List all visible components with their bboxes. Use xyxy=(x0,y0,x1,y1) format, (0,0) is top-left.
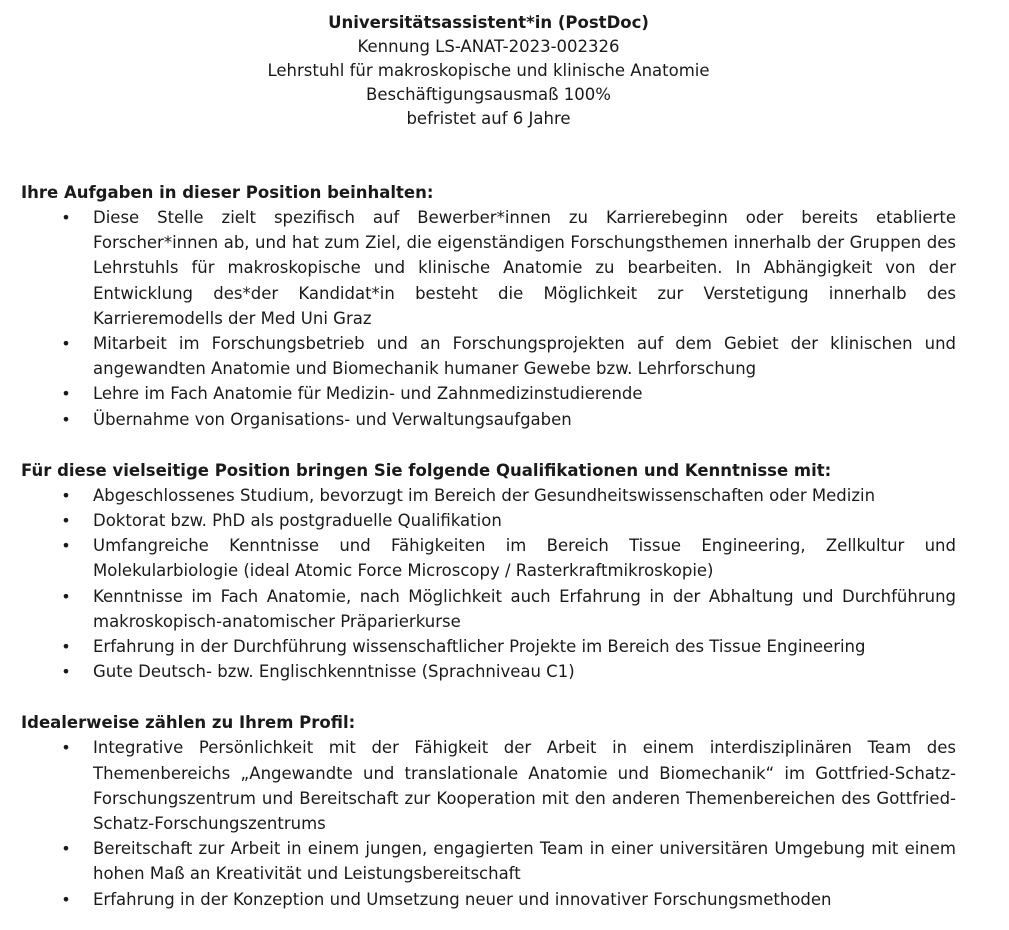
list-item xyxy=(21,584,956,634)
list-item xyxy=(21,381,956,406)
bullet-icon: • xyxy=(61,384,71,404)
list-item xyxy=(21,735,956,836)
section-heading: Ihre Aufgaben in dieser Position beinhalten: xyxy=(21,183,434,202)
section-tasks xyxy=(21,181,956,432)
section-heading: Für diese vielseitige Position bringen Sie folgende Qualifikationen und Kenntnisse mit: xyxy=(21,460,832,480)
job-id: Kennung LS-ANAT-2023-002326 xyxy=(357,37,620,56)
bullet-icon: • xyxy=(61,409,71,429)
list-item-text: Abgeschlossenes Studium, bevorzugt im Bereich der Gesundheitswissenschaften oder Medizin xyxy=(93,485,876,505)
list-item-text: Erfahrung in der Konzeption und Umsetzung neuer und innovativer Forschungsmethoden xyxy=(93,889,832,909)
list-item-text: Erfahrung in der Durchführung wissenschaftlicher Projekte im Bereich des Tissue Engineering xyxy=(93,637,866,657)
bullet-icon: • xyxy=(61,485,71,505)
bullet-icon: • xyxy=(61,334,71,354)
bullet-icon: • xyxy=(61,208,71,227)
list-item-text: Lehre im Fach Anatomie für Medizin- und Zahnmedizinstudierende xyxy=(93,384,643,404)
list-item xyxy=(21,205,956,331)
list-item-text: Gute Deutsch- bzw. Englischkenntnisse (Sprachniveau C1) xyxy=(93,662,575,682)
list-item xyxy=(21,634,956,659)
list-item xyxy=(21,508,956,533)
section-qualifications xyxy=(21,459,956,685)
bullet-icon: • xyxy=(61,637,71,657)
list-item-text: Mitarbeit im Forschungsbetrieb und an Forschungsprojekten auf dem Gebiet der klinischen und angewandten Anatomie und Biomechanik humaner Gewebe bzw. Lehrforschung xyxy=(93,334,956,379)
list-item-text: Bereitschaft zur Arbeit in einem jungen, engagierten Team in einer universitären Umgebung mit einem hohen Maß an Kreativität und Leistungsbereitschaft xyxy=(93,839,956,884)
list-item xyxy=(21,483,956,508)
list-item xyxy=(21,331,956,381)
list-item-text: Integrative Persönlichkeit mit der Fähigkeit der Arbeit in einem interdisziplinären Team des Themenbereichs „Angewandte und translationale Anatomie und Biomechanik“ im Gottfried-Schatz-Forschungszentrum und Bereitschaft zur Kooperation mit den anderen Themenbereichen des Gottfried-Schatz-Forschungszentrums xyxy=(93,738,956,834)
list-item-text: Doktorat bzw. PhD als postgraduelle Qualifikation xyxy=(93,511,502,531)
bullet-icon: • xyxy=(61,536,71,556)
bullet-list xyxy=(21,735,956,911)
list-item xyxy=(21,407,956,432)
list-item xyxy=(21,887,956,912)
list-item xyxy=(21,659,956,684)
job-duration: befristet auf 6 Jahre xyxy=(406,109,571,128)
bullet-list xyxy=(21,483,956,685)
bullet-list xyxy=(21,205,956,432)
bullet-icon: • xyxy=(61,738,71,758)
list-item-text: Übernahme von Organisations- und Verwaltungsaufgaben xyxy=(93,409,572,429)
bullet-icon: • xyxy=(61,586,71,606)
list-item-text: Diese Stelle zielt spezifisch auf Bewerber*innen zu Karrierebeginn oder bereits etablierte Forscher*innen ab, und hat zum Ziel, die eigenständigen Forschungsthemen innerhalb der Gruppen des Lehrstuhls für makroskopische und klinische Anatomie zu bearbeiten. In Abhängigkeit von der Entwicklung des*der Kandidat*in besteht die Möglichkeit zur Verstetigung innerhalb des Karrieremodells der Med Uni Graz xyxy=(93,208,956,328)
bullet-icon: • xyxy=(61,511,71,531)
bullet-icon: • xyxy=(61,889,71,909)
list-item-text: Kenntnisse im Fach Anatomie, nach Möglichkeit auch Erfahrung in der Abhaltung und Durchführung makroskopisch-anatomischer Präparierkurse xyxy=(93,586,956,631)
section-profile xyxy=(21,711,956,911)
list-item xyxy=(21,836,956,886)
list-item xyxy=(21,533,956,583)
job-header xyxy=(21,11,956,131)
list-item-text: Umfangreiche Kenntnisse und Fähigkeiten im Bereich Tissue Engineering, Zellkultur und Molekularbiologie (ideal Atomic Force Microscopy / Rasterkraftmikroskopie) xyxy=(93,536,956,581)
section-heading: Idealerweise zählen zu Ihrem Profil: xyxy=(21,713,356,733)
job-title: Universitätsassistent*in (PostDoc) xyxy=(328,13,649,32)
bullet-icon: • xyxy=(61,662,71,682)
job-department: Lehrstuhl für makroskopische und klinische Anatomie xyxy=(267,61,710,80)
bullet-icon: • xyxy=(61,839,71,859)
job-employment: Beschäftigungsausmaß 100% xyxy=(366,85,611,104)
